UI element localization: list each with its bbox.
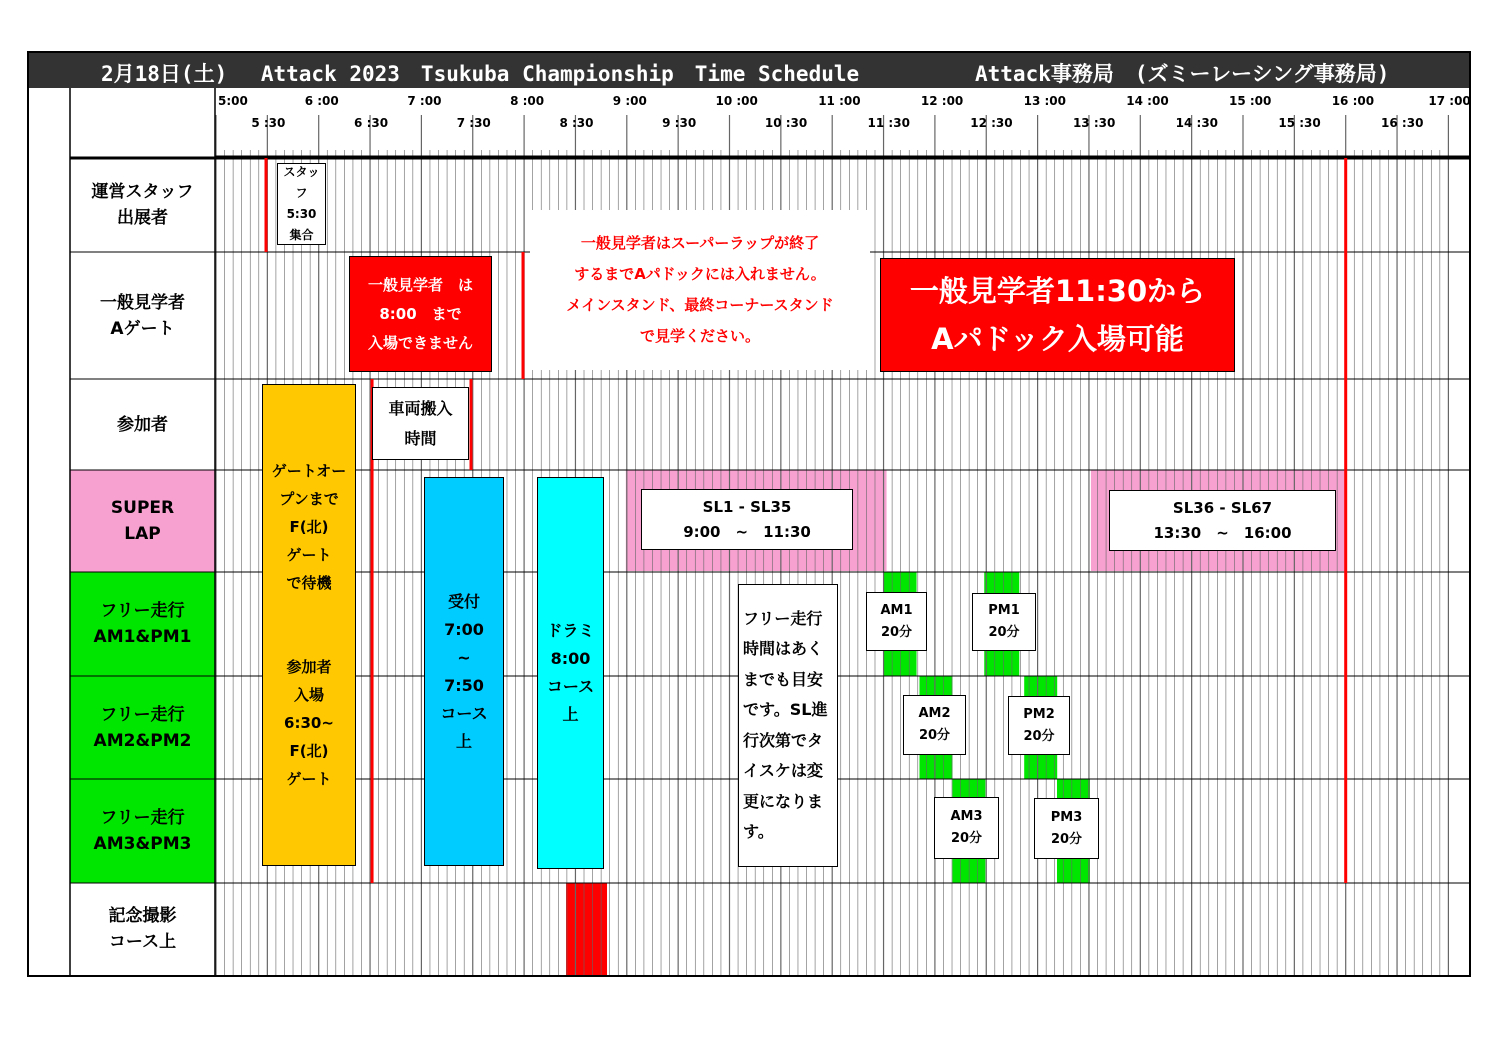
hour-label: 8 :00 [510,94,545,108]
row-label: 運営スタッフ 出展者 [91,182,194,228]
row-label: フリー走行 AM3&PM3 [70,779,215,883]
half-hour-label: 7 :30 [456,116,491,130]
staff-gather-box: スタッフ 5:30 集合 [277,163,326,245]
am2-box: AM2 20分 [903,695,966,755]
hour-label: 16 :00 [1331,94,1375,108]
hour-label: 11 :00 [818,94,861,108]
hour-label: 5:00 [218,94,248,108]
hour-label: 12 :00 [920,94,964,108]
notice-box: 一般見学者はスーパーラップが終了 するまでAパドックには入れません。 メインスタンド、最終コーナースタンド で見学ください。 [530,210,870,370]
hour-label: 17 :00 [1428,94,1471,108]
pm2-box: PM2 20分 [1008,696,1070,755]
superlap-sl2-box: SL36 - SL67 13:30 ~ 16:00 [1109,490,1336,551]
half-hour-label: 8 :30 [559,116,594,130]
hour-label: 9 :00 [612,94,647,108]
row-label: SUPER LAP [70,470,215,572]
row-label: 一般見学者 Aゲート [100,292,185,339]
half-hour-label: 11 :30 [867,116,910,130]
paddock-open-box: 一般見学者11:30から Aパドック入場可能 [880,258,1235,372]
half-hour-label: 15 :30 [1278,116,1321,130]
hour-label: 14 :00 [1126,94,1169,108]
half-hour-label: 16 :30 [1381,116,1424,130]
half-hour-label: 13 :30 [1072,116,1116,130]
half-hour-label: 12 :30 [970,116,1013,130]
office-name: Attack事務局 (ズミーレーシング事務局) [975,62,1390,86]
row-label: フリー走行 AM2&PM2 [70,676,215,779]
hour-label: 6 :00 [304,94,339,108]
pm3-box: PM3 20分 [1034,798,1099,859]
half-hour-label: 14 :30 [1175,116,1219,130]
row-label: 記念撮影 コース上 [108,906,177,952]
hour-label: 10 :00 [715,94,758,108]
hour-label: 13 :00 [1023,94,1066,108]
pm1-box: PM1 20分 [972,593,1036,651]
am1-box: AM1 20分 [866,592,927,651]
reception-box: 受付 7:00 ~ 7:50 コース 上 [424,477,504,866]
no-entry-box: 一般見学者 は 8:00 まで 入場できません [349,256,492,372]
half-hour-label: 6 :30 [354,116,389,130]
row-label: 参加者 [117,414,168,435]
hour-label: 15 :00 [1229,94,1272,108]
free-run-note-box: フリー走行 時間はあく までも目安 です。SL進 行次第でタ イスケは変 更になりま す。 [738,584,838,867]
superlap-sl1-box: SL1 - SL35 9:00 ~ 11:30 [641,489,853,550]
half-hour-label: 9 :30 [662,116,697,130]
half-hour-label: 10 :30 [764,116,808,130]
row-label: フリー走行 AM1&PM1 [70,572,215,676]
half-hour-label: 5 :30 [251,116,286,130]
gate-wait-box: ゲートオー プンまで F(北) ゲート で待機 参加者 入場 6:30~ F(北) ゲート [262,384,356,866]
drivers-meeting-box: ドラミ 8:00 コース 上 [537,477,604,869]
am3-box: AM3 20分 [934,797,999,859]
vehicle-entry-box: 車両搬入 時間 [372,387,469,460]
hour-label: 7 :00 [407,94,442,108]
page-title: 2月18日(土) Attack 2023 Tsukuba Championship Time Schedule [101,62,860,86]
